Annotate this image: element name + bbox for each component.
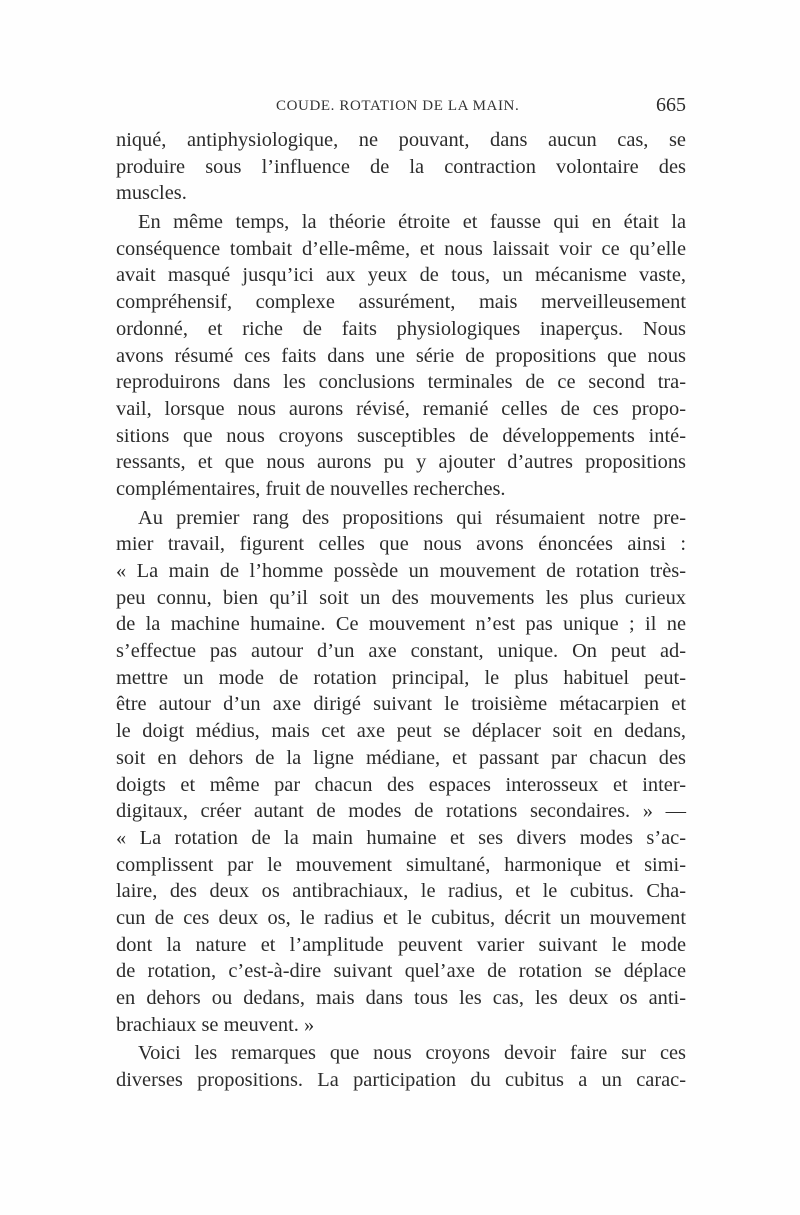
text-line: avons résumé ces faits dans une série de propositions que nous [116, 344, 686, 367]
text-line: « La rotation de la main humaine et ses divers modes s’ac- [116, 826, 686, 849]
text-line: peu connu, bien qu’il soit un des mouvements les plus curieux [116, 586, 686, 609]
page-number: 665 [656, 94, 686, 116]
text-line: mier travail, figurent celles que nous avons énoncées ainsi : [116, 533, 686, 556]
text-line: laire, des deux os antibrachiaux, le radius, et le cubitus. Cha- [116, 880, 686, 903]
paragraph-2 [116, 209, 686, 503]
text-line: dont la nature et l’amplitude peuvent varier suivant le mode [116, 933, 686, 956]
paragraph-4 [116, 1040, 686, 1093]
text-line: En même temps, la théorie étroite et fausse qui en était la [138, 211, 686, 234]
text-line: Voici les remarques que nous croyons devoir faire sur ces [138, 1042, 686, 1065]
text-line: produire sous l’influence de la contraction volontaire des [116, 155, 686, 178]
text-line: ressants, et que nous aurons pu y ajouter d’autres propositions [116, 451, 686, 474]
text-line: niqué, antiphysiologique, ne pouvant, dans aucun cas, se [116, 129, 686, 151]
running-head [116, 94, 686, 122]
text-line: en dehors ou dedans, mais dans tous les cas, les deux os anti- [116, 987, 686, 1009]
text-line: « La main de l’homme possède un mouvement de rotation très- [116, 560, 686, 582]
running-title: COUDE. ROTATION DE LA MAIN. [276, 98, 520, 114]
text-line: avait masqué jusqu’ici aux yeux de tous, un mécanisme vaste, [116, 264, 686, 287]
text-line: être autour d’un axe dirigé suivant le troisième métacarpien et [116, 693, 686, 716]
text-line: cun de ces deux os, le radius et le cubitus, décrit un mouvement [116, 906, 686, 929]
text-line: brachiaux se meuvent. » [116, 1013, 315, 1036]
text-line: complémentaires, fruit de nouvelles recherches. [116, 477, 506, 500]
text-line: sitions que nous croyons susceptibles de développements inté- [116, 424, 686, 447]
text-line: reproduirons dans les conclusions terminales de ce second tra- [116, 371, 686, 394]
text-line: de la machine humaine. Ce mouvement n’est pas unique ; il ne [116, 613, 686, 636]
text-line: mettre un mode de rotation principal, le plus habituel peut- [116, 666, 686, 689]
paragraph-1 [116, 127, 686, 207]
paragraph-3 [116, 505, 686, 1039]
text-line: complissent par le mouvement simultané, harmonique et simi- [116, 853, 686, 876]
text-line: Au premier rang des propositions qui résumaient notre pre- [138, 506, 686, 529]
text-line: vail, lorsque nous aurons révisé, remanié celles de ces propo- [116, 397, 686, 420]
text-line: le doigt médius, mais cet axe peut se déplacer soit en dedans, [116, 720, 686, 743]
text-line: digitaux, créer autant de modes de rotations secondaires. » — [116, 800, 686, 823]
text-line: s’effectue pas autour d’un axe constant, unique. On peut ad- [116, 640, 686, 663]
text-line: diverses propositions. La participation du cubitus a un carac- [116, 1069, 686, 1092]
text-line: doigts et même par chacun des espaces interosseux et inter- [116, 773, 686, 796]
text-line: compréhensif, complexe assurément, mais merveilleusement [116, 291, 686, 314]
text-line: conséquence tombait d’elle-même, et nous laissait voir ce qu’elle [116, 237, 686, 260]
text-line: ordonné, et riche de faits physiologiques inaperçus. Nous [116, 317, 686, 340]
text-line: muscles. [116, 182, 187, 205]
body-text [116, 127, 686, 1094]
text-line: de rotation, c’est-à-dire suivant quel’axe de rotation se déplace [116, 960, 686, 983]
text-line: soit en dehors de la ligne médiane, et passant par chacun des [116, 746, 686, 769]
